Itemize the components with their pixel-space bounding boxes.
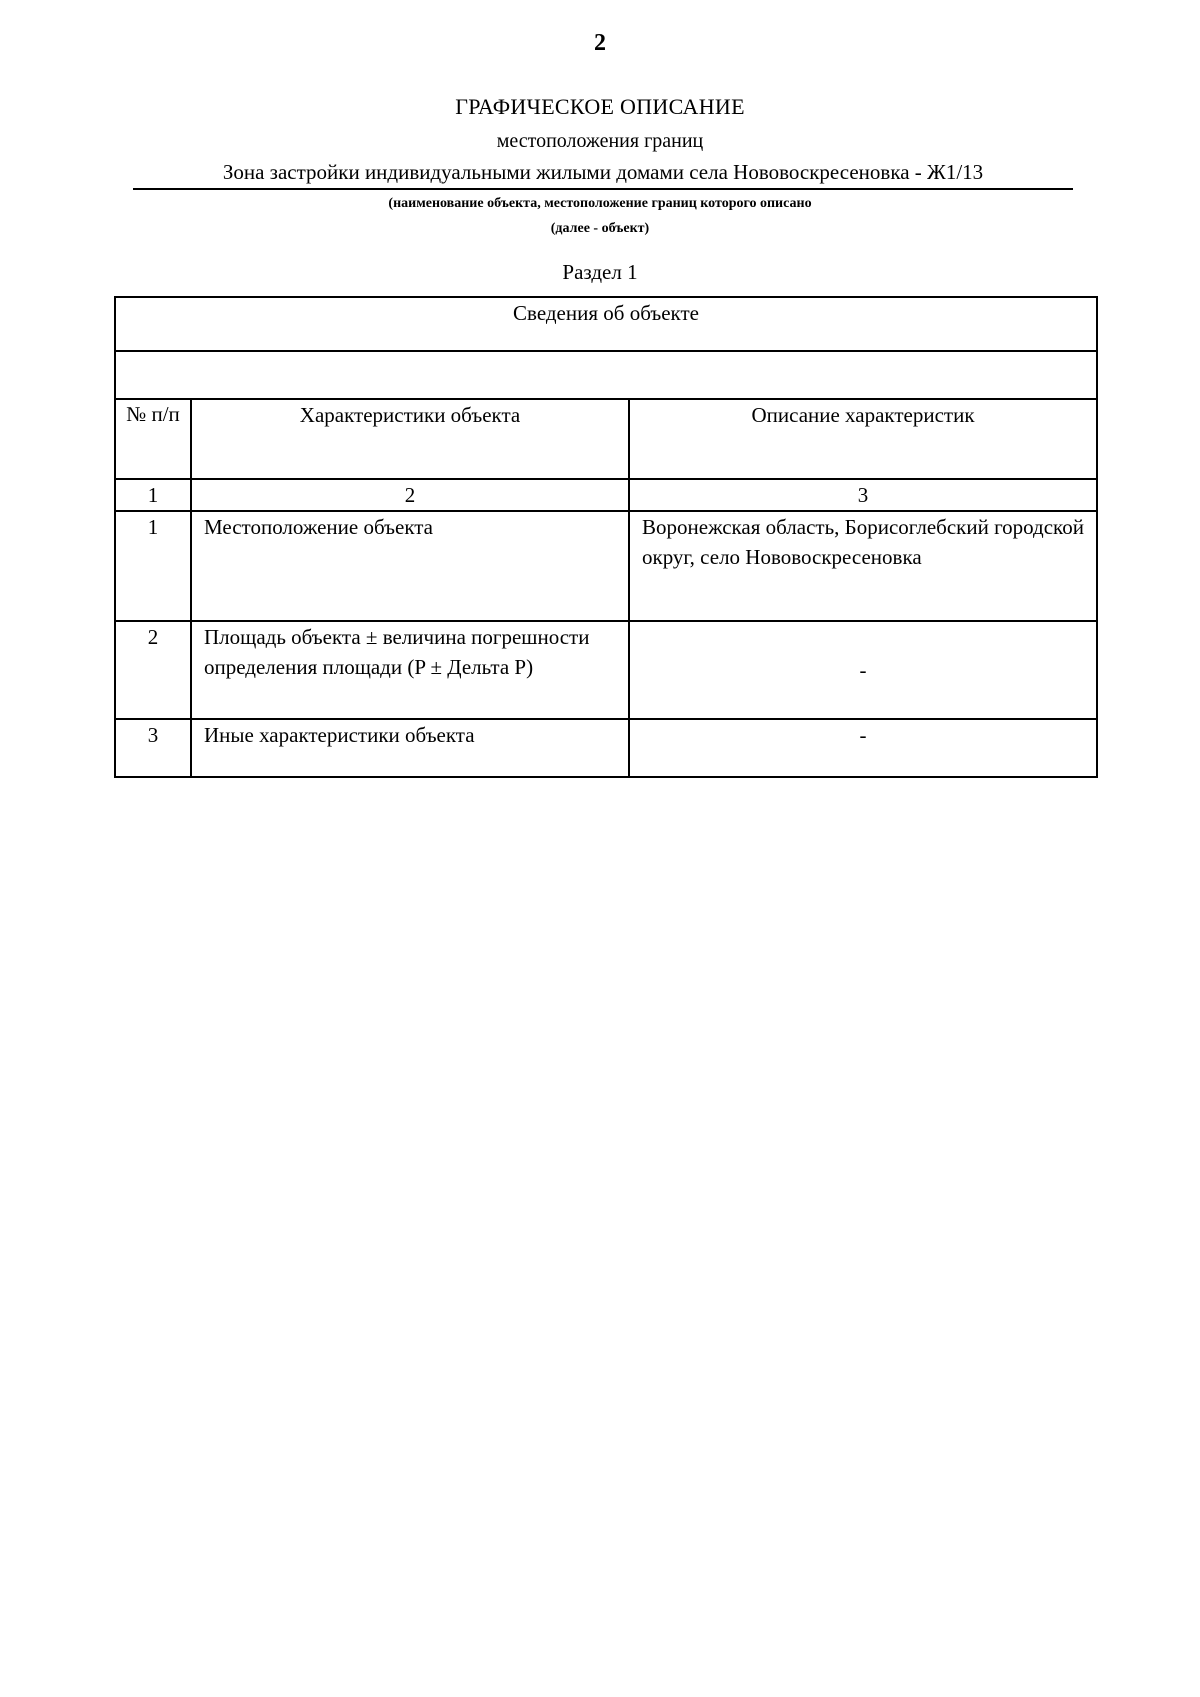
row-description: -: [629, 621, 1097, 719]
column-number-row: [115, 479, 1097, 511]
document-subtitle: местоположения границ: [496, 130, 704, 152]
table-empty-cell: [115, 351, 1097, 399]
page-number: 2: [594, 30, 606, 56]
object-name-caption-continued: (далее - объект): [550, 221, 650, 236]
table-row: [115, 511, 1097, 621]
row-num: 1: [115, 511, 191, 621]
row-num: 2: [115, 621, 191, 719]
table-header: Сведения об объекте: [115, 297, 1097, 351]
column-header-description: Описание характеристик: [629, 399, 1097, 479]
column-header-characteristic: Характеристики объекта: [191, 399, 629, 479]
row-characteristic: Местоположение объекта: [191, 511, 629, 621]
column-number: 2: [191, 479, 629, 511]
table-header-row: [115, 297, 1097, 351]
column-header-row: [115, 399, 1097, 479]
table-row: [115, 621, 1097, 719]
row-description: Воронежская область, Борисоглебский городской округ, село Нововоскресеновка: [629, 511, 1097, 621]
object-name: Зона застройки индивидуальными жилыми домами села Нововоскресеновка - Ж1/13: [133, 160, 1073, 190]
section-label: Раздел 1: [562, 260, 638, 284]
column-number: 3: [629, 479, 1097, 511]
table-empty-row: [115, 351, 1097, 399]
row-num: 3: [115, 719, 191, 777]
document-title: ГРАФИЧЕСКОЕ ОПИСАНИЕ: [455, 94, 745, 119]
row-characteristic: Площадь объекта ± величина погрешности определения площади (P ± Дельта P): [191, 621, 629, 719]
row-characteristic: Иные характеристики объекта: [191, 719, 629, 777]
object-name-caption: (наименование объекта, местоположение границ которого описано: [388, 196, 812, 211]
table-row: [115, 719, 1097, 777]
object-info-table: [114, 296, 1098, 778]
row-description: -: [629, 719, 1097, 777]
column-header-num: № п/п: [115, 399, 191, 479]
column-number: 1: [115, 479, 191, 511]
